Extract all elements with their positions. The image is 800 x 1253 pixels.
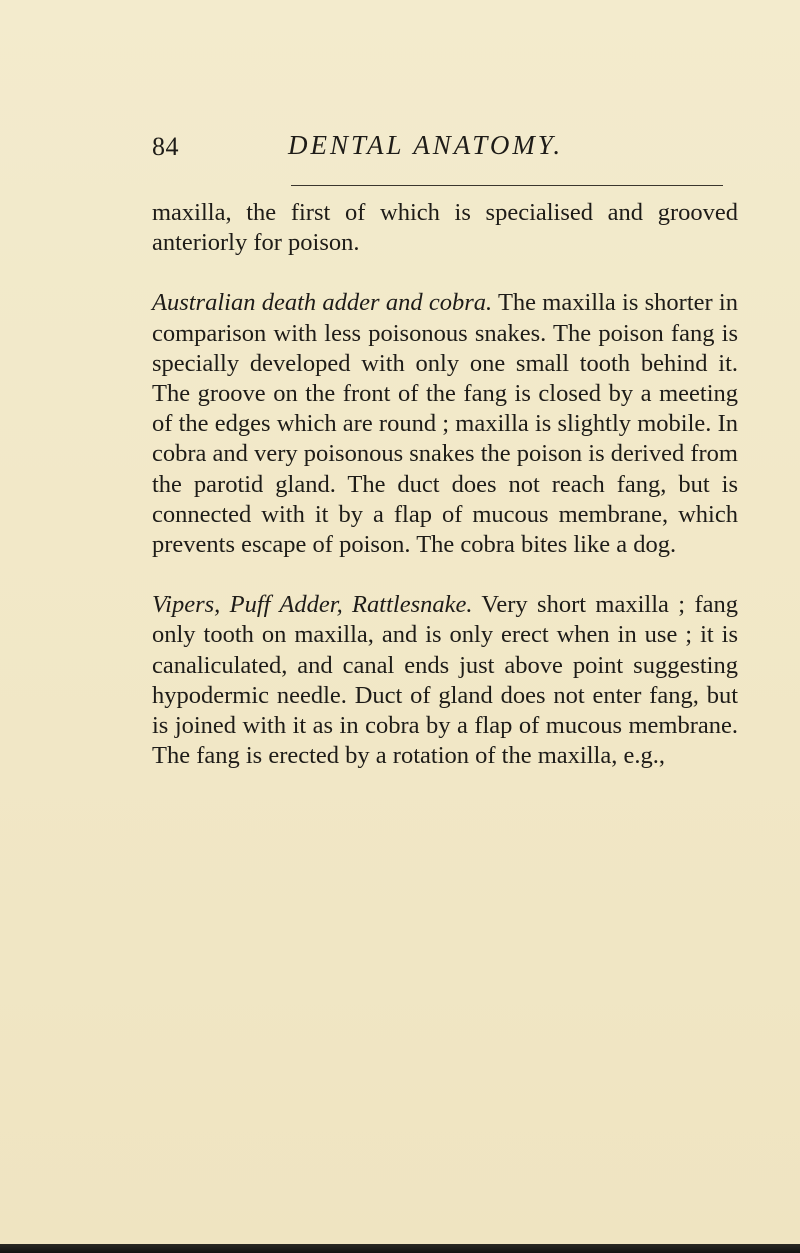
paragraph-3 (152, 590, 738, 771)
paragraph-2 (152, 288, 738, 560)
running-title: DENTAL ANATOMY. (288, 130, 564, 160)
paragraph-2-lead: Australian death adder and cobra. (152, 289, 493, 317)
body-text (152, 198, 738, 771)
paragraph-3-lead: Vipers, Puff Adder, Rattlesnake. (152, 591, 473, 619)
paragraph-1 (152, 198, 738, 258)
page-number: 84 (152, 132, 179, 161)
paragraph-1-text: maxilla, the first of which is specialised and grooved anteriorly for poison. (152, 199, 738, 257)
paragraph-3-text: Very short maxilla ; fang only tooth on maxilla, and is only erect when in use ; it is canaliculated, and canal ends just above point suggesting hypodermic needle. Duct of gland does not enter fang, but is joined with it as in cobra by a flap of mucous membrane. The fang is erected by a rotation of the maxilla, e.g., (152, 591, 738, 770)
header-rule (291, 185, 723, 186)
page-bottom-edge (0, 1244, 800, 1253)
page-header (0, 130, 800, 170)
paragraph-2-text: The maxilla is shorter in comparison with less poisonous snakes. The poison fang is specially developed with only one small tooth behind it. The groove on the front of the fang is closed by a meeting of the edges which are round ; maxilla is slightly mobile. In cobra and very poisonous snakes the poison is derived from the parotid gland. The duct does not reach fang, but is connected with it by a flap of mucous membrane, which prevents escape of poison. The cobra bites like a dog. (152, 289, 738, 559)
